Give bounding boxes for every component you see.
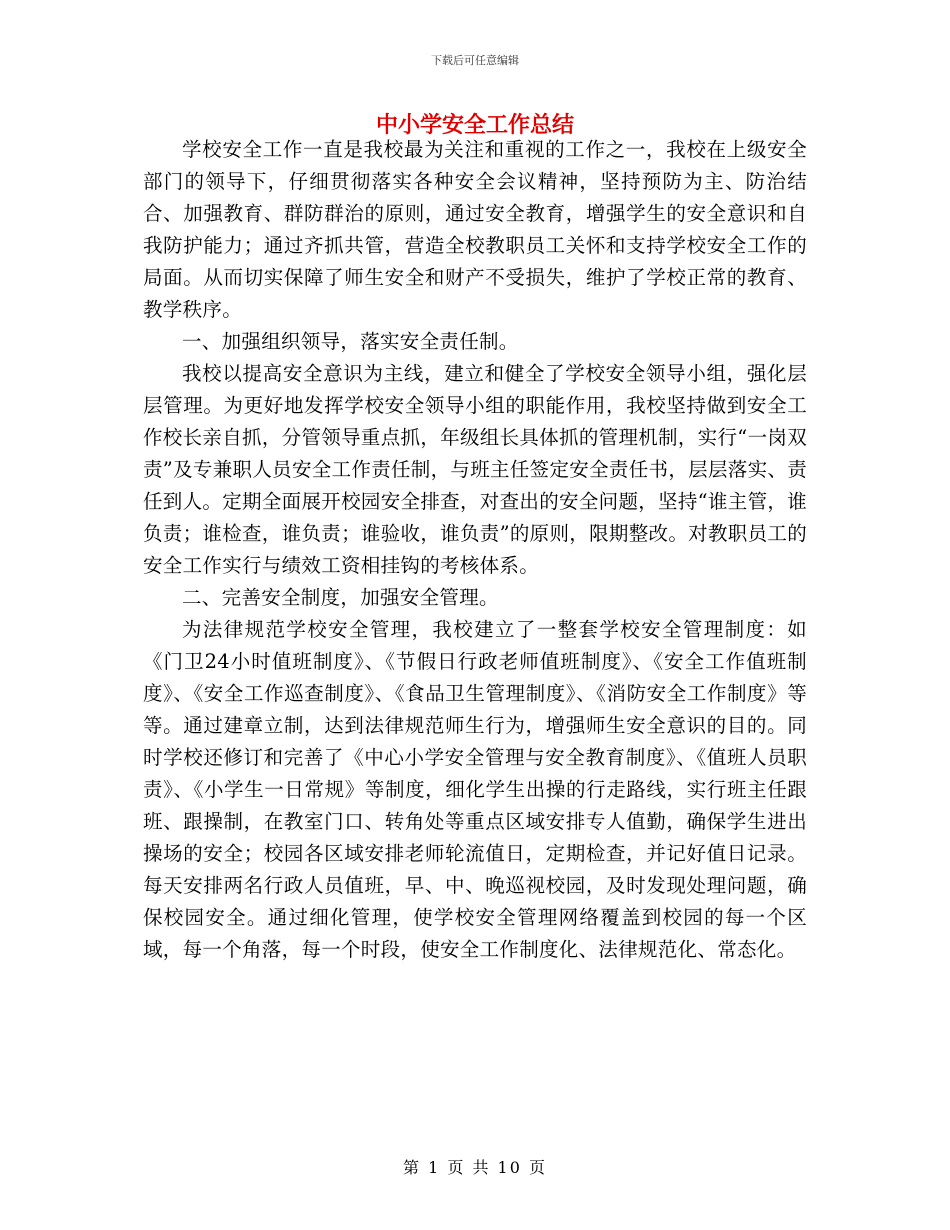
document-body xyxy=(143,134,807,966)
paragraph-section-1: 我校以提高安全意识为主线，建立和健全了学校安全领导小组，强化层层管理。为更好地发挥学校安全领导小组的职能作用，我校坚持做到安全工作校长亲自抓，分管领导重点抓，年级组长具体抓的管理机制，实行“一岗双责”及专兼职人员安全工作责任制，与班主任签定安全责任书，层层落实、责任到人。定期全面展开校园安全排查，对查出的安全问题，坚持“谁主管，谁负责；谁检查，谁负责；谁验收，谁负责”的原则，限期整改。对教职员工的安全工作实行与绩效工资相挂钩的考核体系。 xyxy=(143,362,807,577)
header-note: 下载后可任意编辑 xyxy=(431,54,519,67)
page-indicator: 第 1 页 共 10 页 xyxy=(403,1158,547,1177)
document-title: 中小学安全工作总结 xyxy=(375,113,574,138)
section-heading-2: 二、完善安全制度，加强安全管理。 xyxy=(182,586,499,609)
paragraph-intro: 学校安全工作一直是我校最为关注和重视的工作之一，我校在上级安全部门的领导下，仔细贯彻落实各种安全会议精神，坚持预防为主、防治结合、加强教育、群防群治的原则，通过安全教育，增强学生的安全意识和自我防护能力；通过齐抓共管，营造全校教职员工关怀和支持学校安全工作的局面。从而切实保障了师生安全和财产不受损失，维护了学校正常的教育、教学秩序。 xyxy=(143,138,807,321)
section-heading-1: 一、加强组织领导，落实安全责任制。 xyxy=(182,330,519,353)
paragraph-section-2: 为法律规范学校安全管理，我校建立了一整套学校安全管理制度：如《门卫24小时值班制度》、《节假日行政老师值班制度》、《安全工作值班制度》、《安全工作巡查制度》、《食品卫生管理制度》、《消防安全工作制度》等等。通过建章立制，达到法律规范师生行为，增强师生安全意识的目的。同时学校还修订和完善了《中心小学安全管理与安全教育制度》、《值班人员职责》、《小学生一日常规》等制度，细化学生出操的行走路线，实行班主任跟班、跟操制，在教室门口、转角处等重点区域安排专人值勤，确保学生进出操场的安全；校园各区域安排老师轮流值日，定期检查，并记好值日记录。每天安排两名行政人员值班，早、中、晚巡视校园，及时发现处理问题，确保校园安全。通过细化管理，使学校安全管理网络覆盖到校园的每一个区域，每一个角落，每一个时段，使安全工作制度化、法律规范化、常态化。 xyxy=(143,618,807,961)
